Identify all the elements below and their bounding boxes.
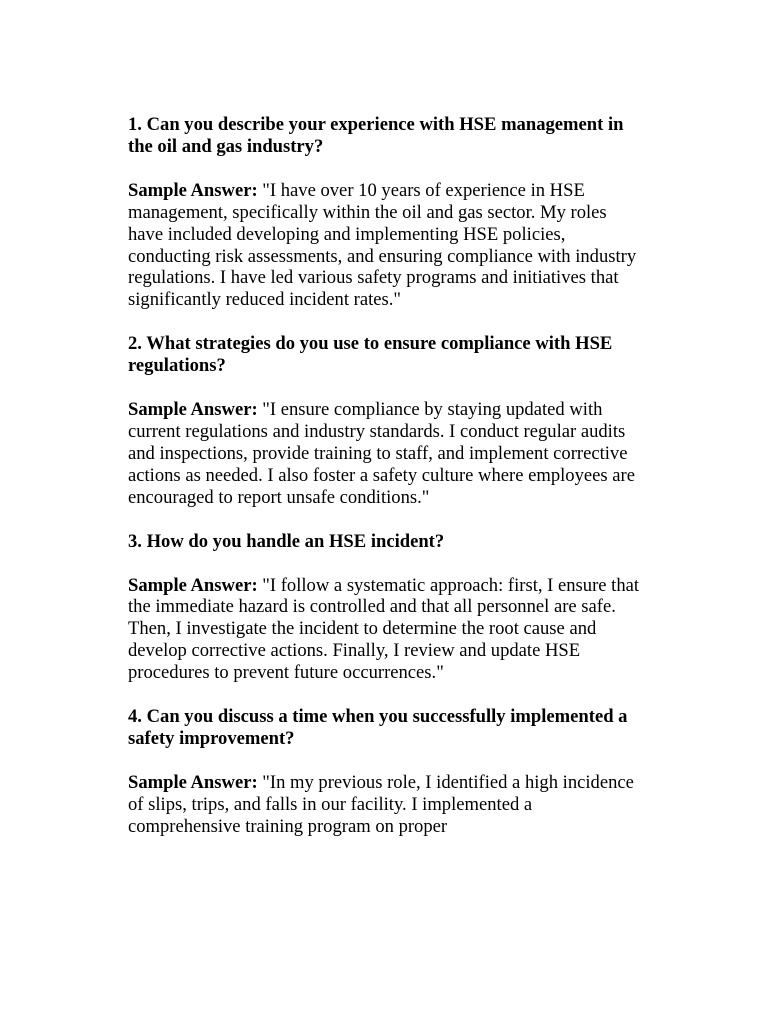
answer-text: "I follow a systematic approach: first, I ensure that the immediate hazard is controlled and that all personnel are safe. Then, I investigate the incident to determine the root cause and develop corrective actions. Finally, I review and update HSE procedures to prevent future occurrences." [128,574,640,684]
answer-2 [128,399,644,509]
answer-label: Sample Answer: [128,399,258,421]
answer-1 [128,180,644,311]
document-page [128,114,644,860]
qa-item-3 [128,531,644,684]
qa-item-1 [128,114,644,311]
answer-text: "I have over 10 years of experience in HSE management, specifically within the oil and gas sector. My roles have included developing and implementing HSE policies, conducting risk assessments, and ensuring compliance with industry regulations. I have led various safety programs and initiatives that significantly reduced incident rates." [128,179,637,311]
question-3: 3. How do you handle an HSE incident? [128,530,445,552]
question-4: 4. Can you discuss a time when you successfully implemented a safety improvement? [128,706,628,749]
question-1: 1. Can you describe your experience with HSE management in the oil and gas industry? [128,114,624,157]
answer-label: Sample Answer: [128,574,258,596]
qa-item-4 [128,706,644,838]
answer-text: "I ensure compliance by staying updated with current regulations and industry standards. I conduct regular audits and inspections, provide training to staff, and implement corrective actions as needed. I also foster a safety culture where employees are encouraged to report unsafe conditions." [128,399,635,508]
answer-4 [128,772,644,838]
answer-label: Sample Answer: [128,179,258,201]
answer-label: Sample Answer: [128,771,258,793]
answer-text: "In my previous role, I identified a high incidence of slips, trips, and falls in our facility. I implemented a comprehensive training program on proper [128,771,634,837]
qa-item-2 [128,333,644,508]
answer-3 [128,575,644,685]
question-2: 2. What strategies do you use to ensure compliance with HSE regulations? [128,333,613,377]
